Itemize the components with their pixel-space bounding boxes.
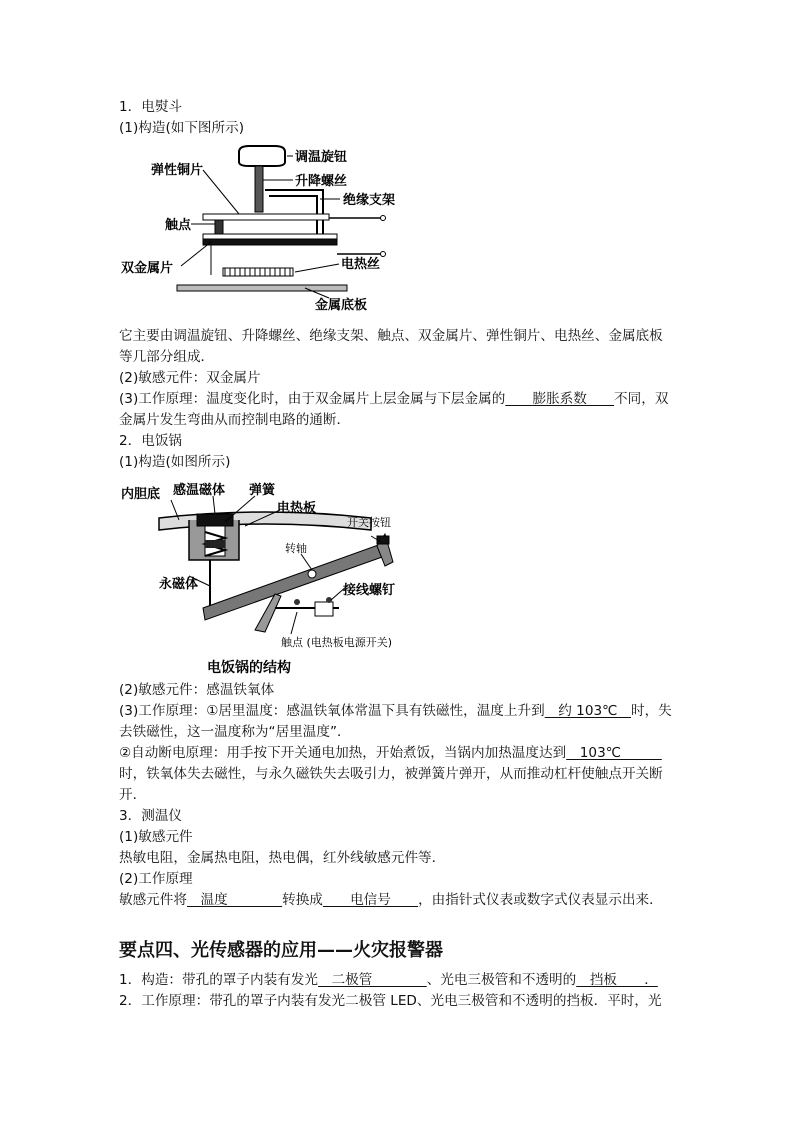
thermometer-sensor-title: (1)敏感元件	[119, 829, 193, 845]
cooker-auto-off-3: 开．	[119, 787, 147, 803]
thermometer-principle: 敏感元件将 温度 转换成 电信号 ，由指针式仪表或数字式仪表显示出来．	[119, 892, 663, 908]
answer-blank: 膨胀系数	[505, 391, 615, 407]
label-knob: 调温旋钮	[295, 150, 348, 165]
knob-shape	[239, 146, 285, 166]
label-heating-wire: 电热丝	[341, 257, 381, 272]
answer-blank: 103℃	[566, 745, 662, 761]
cooker-auto-off: ②自动断电原理：用手按下开关通电加热，开始煮饭，当锅内加热温度达到 103℃	[119, 745, 662, 761]
screw-shape	[255, 166, 263, 212]
label-terminal-screw: 接线螺钉	[343, 583, 396, 598]
label-screw: 升降螺丝	[295, 174, 348, 189]
section-cooker-title: 2．电饭锅	[119, 433, 183, 449]
answer-blank: 约 103℃	[544, 703, 631, 719]
iron-description-1: 它主要由调温旋钮、升降螺丝、绝缘支架、触点、双金属片、弹性铜片、电热丝、金属底板	[119, 328, 663, 344]
cooker-sensor: (2)敏感元件：感温铁氧体	[119, 682, 275, 698]
figure-caption: 电饭锅的结构	[207, 660, 291, 676]
switch-button-shape	[377, 536, 389, 544]
answer-blank: 二极管	[317, 972, 427, 988]
label-inner-bottom: 内胆底	[121, 487, 161, 502]
iron-sensor: (2)敏感元件：双金属片	[119, 370, 261, 386]
iron-structure-figure	[115, 142, 415, 322]
answer-blank: 挡板 ．	[576, 972, 658, 988]
label-heating-plate: 电热板	[277, 501, 317, 516]
label-bracket: 绝缘支架	[343, 193, 396, 208]
label-contact-switch: 触点 (电热板电源开关)	[281, 636, 393, 649]
thermometer-sensor-text: 热敏电阻，金属热电阻，热电偶，红外线敏感元件等．	[119, 850, 446, 866]
label-contact: 触点	[165, 218, 192, 233]
cooker-principle: (3)工作原理：①居里温度：感温铁氧体常温下具有铁磁性，温度上升到 约 103℃ 时，失	[119, 703, 672, 719]
base-plate-shape	[177, 285, 347, 291]
fire-alarm-principle: 2．工作原理：带孔的罩子内装有发光二极管 LED、光电三极管和不透明的挡板．平时，光	[119, 993, 662, 1009]
section-thermometer-title: 3．测温仪	[119, 808, 183, 824]
label-sensing-magnet: 感温磁体	[173, 483, 226, 498]
thermometer-principle-title: (2)工作原理	[119, 871, 193, 887]
iron-principle-2: 金属片发生弯曲从而控制电路的通断．	[119, 412, 351, 428]
label-pivot: 转轴	[285, 542, 307, 555]
cooker-principle-2: 去铁磁性，这一温度称为“居里温度”．	[119, 724, 351, 740]
pivot-shape	[308, 570, 316, 578]
contact-shape	[215, 220, 223, 234]
label-spring-copper: 弹性铜片	[151, 163, 204, 178]
bimetal-shape	[203, 234, 337, 239]
terminal-shape	[315, 602, 333, 616]
iron-description-2: 等几部分组成．	[119, 349, 215, 365]
cooker-structure-figure	[115, 476, 415, 680]
iron-principle: (3)工作原理：温度变化时，由于双金属片上层金属与下层金属的 膨胀系数 不同，双	[119, 391, 669, 407]
cooker-structure-title: (1)构造(如图所示)	[119, 454, 231, 470]
fire-alarm-structure: 1．构造：带孔的罩子内装有发光 二极管 、光电三极管和不透明的 挡板 ．	[119, 972, 658, 988]
label-switch-button: 开关按钮	[347, 516, 391, 529]
spring-copper-shape	[203, 214, 329, 220]
label-spring: 弹簧	[249, 483, 276, 498]
label-base-plate: 金属底板	[315, 298, 368, 313]
section-heading-fire-alarm: 要点四、光传感器的应用——火灾报警器	[119, 940, 443, 961]
heating-wire-shape	[223, 268, 293, 276]
cooker-auto-off-2: 时，铁氧体失去磁性，与永久磁铁失去吸引力，被弹簧片弹开，从而推动杠杆使触点开关断	[119, 766, 663, 782]
label-bimetal: 双金属片	[121, 261, 174, 276]
section-iron-title: 1．电熨斗	[119, 99, 183, 115]
answer-blank: 电信号	[322, 892, 419, 908]
label-permanent-magnet: 永磁体	[159, 577, 199, 592]
answer-blank: 温度	[186, 892, 283, 908]
iron-structure-title: (1)构造(如下图所示)	[119, 120, 245, 136]
